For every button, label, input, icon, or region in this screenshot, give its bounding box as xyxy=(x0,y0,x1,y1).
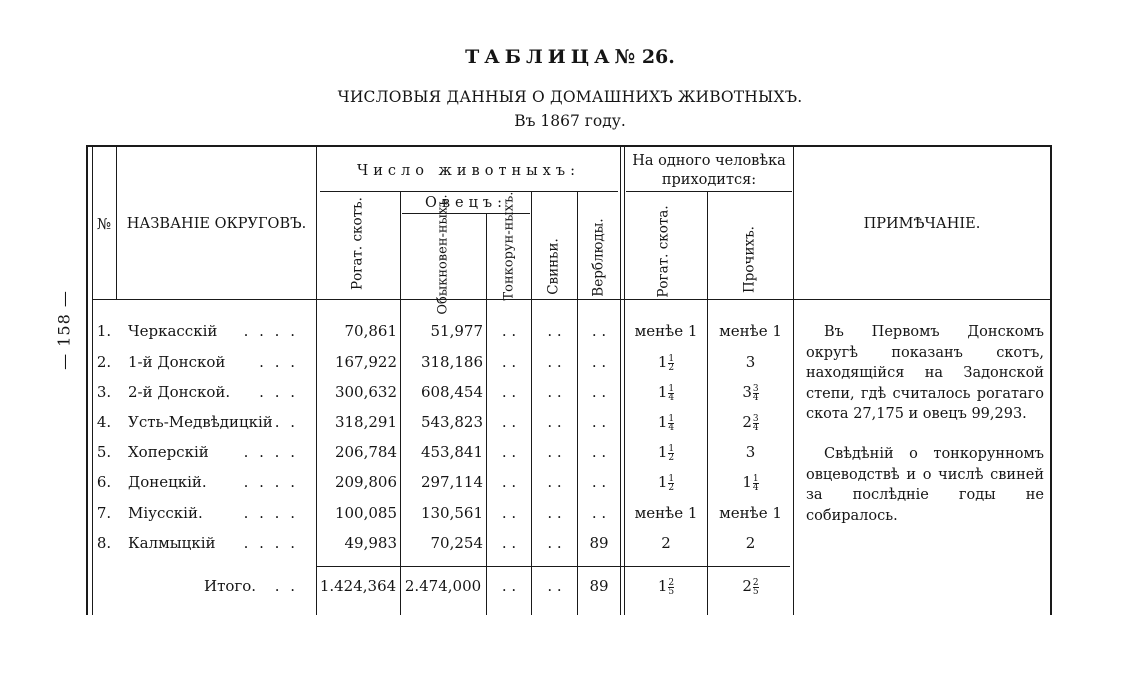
row-district-name xyxy=(128,322,314,340)
row-pigs: . . xyxy=(547,534,562,552)
row-camels: . . xyxy=(591,443,607,461)
row-ordinary-sheep: 130,561 xyxy=(420,504,483,522)
total-pigs: . . xyxy=(547,577,562,595)
row-pigs: . . xyxy=(547,504,562,522)
row-pp-cattle-denominator: 2 xyxy=(668,362,675,373)
row-pp-other: менѣе 1 xyxy=(719,504,782,522)
row-district-label: Усть-Медвѣдицкій xyxy=(128,413,273,431)
row-cattle: 100,085 xyxy=(334,504,397,522)
row-pp-other-whole: 3 xyxy=(745,353,756,371)
row-pp-cattle-fraction xyxy=(668,355,674,372)
row-ordinary-sheep: 51,977 xyxy=(430,322,483,340)
row-cattle: 167,922 xyxy=(334,353,397,371)
row-pp-cattle-fraction xyxy=(668,385,674,402)
row-camels: . . xyxy=(591,322,607,340)
table-title xyxy=(0,46,1140,68)
row-pp-cattle xyxy=(625,443,707,462)
row-pp-cattle: менѣе 1 xyxy=(634,322,698,340)
row-camels: . . xyxy=(591,504,607,522)
row-fine-sheep: . . xyxy=(501,383,517,401)
total-pp-cattle-denominator: 5 xyxy=(668,586,675,597)
row-pp-cattle-fraction xyxy=(668,445,674,462)
row-pp-other-whole: 1 xyxy=(742,473,752,491)
row-district-name xyxy=(128,413,314,431)
row-pigs: . . xyxy=(547,473,562,491)
total-camels: 89 xyxy=(589,577,609,595)
page-number xyxy=(44,285,84,375)
row-pigs: . . xyxy=(547,443,562,461)
header-no: № xyxy=(96,215,112,233)
row-fine-sheep: . . xyxy=(501,473,517,491)
header-sheep-group: Овецъ: xyxy=(424,195,508,211)
row-pp-other xyxy=(708,473,793,492)
row-pp-other xyxy=(708,443,793,461)
row-district-label: Калмыцкій xyxy=(128,534,216,552)
row-number: 5. xyxy=(96,443,112,461)
table-title-number: № 26. xyxy=(614,46,675,68)
row-pp-cattle xyxy=(625,383,707,402)
row-pp-cattle-numerator: 1 xyxy=(668,353,675,364)
total-pp-cattle-whole: 1 xyxy=(657,577,668,595)
row-pp-other xyxy=(708,534,793,552)
header-cattle: Рогат. скотъ. xyxy=(349,197,366,290)
row-pigs: . . xyxy=(547,383,562,401)
row-district-name xyxy=(128,353,314,371)
col-sep-camels-a xyxy=(620,147,621,615)
row-leader-dots: . . . . xyxy=(243,504,298,522)
row-ordinary-sheep: 70,254 xyxy=(430,534,483,552)
row-pp-other-fraction xyxy=(753,385,759,402)
row-pp-other xyxy=(708,353,793,371)
row-pp-cattle-numerator: 1 xyxy=(668,383,675,394)
row-pp-cattle-whole: 1 xyxy=(657,383,668,401)
row-pigs: . . xyxy=(547,413,562,431)
row-cattle: 318,291 xyxy=(334,413,397,431)
page-number-text: — 158 — xyxy=(54,290,74,370)
row-pp-cattle-fraction xyxy=(668,475,674,492)
row-fine-sheep: . . xyxy=(501,353,517,371)
row-ordinary-sheep: 453,841 xyxy=(420,443,483,461)
row-number: 1. xyxy=(96,322,112,340)
total-pp-cattle-numerator: 2 xyxy=(668,577,675,588)
top-rule xyxy=(86,145,1052,147)
row-leader-dots: . . . . xyxy=(243,534,298,552)
total-label-text: Итого. xyxy=(204,577,257,595)
total-label xyxy=(170,577,314,595)
row-pp-other-whole: 2 xyxy=(745,534,756,552)
row-pp-cattle xyxy=(625,473,707,492)
note-paragraph-1: Въ Первомъ Донскомъ округѣ показанъ скотъ, находящійся на Задонской степи, гдѣ считалось рогатаго скота 27,175 и овецъ 99,293. xyxy=(806,324,1044,422)
row-pp-cattle-whole: 1 xyxy=(657,353,668,371)
header-perperson-text: На одного человѣка приходится: xyxy=(632,153,786,188)
row-pp-other-fraction xyxy=(753,415,759,432)
row-pp-cattle xyxy=(625,353,707,372)
right-rule xyxy=(1050,147,1052,615)
row-cattle: 209,806 xyxy=(334,473,397,491)
row-pp-other xyxy=(708,413,793,432)
row-camels: . . xyxy=(591,473,607,491)
row-pp-other-numerator: 3 xyxy=(752,413,759,424)
header-note: ПРИМѢЧАНІЕ. xyxy=(863,216,981,232)
header-divider xyxy=(92,299,1050,300)
row-district-label: 1-й Донской xyxy=(128,353,226,371)
row-pp-other-numerator: 1 xyxy=(752,473,759,484)
row-pp-other-denominator: 4 xyxy=(752,392,759,403)
row-pp-cattle xyxy=(625,534,707,552)
row-district-name xyxy=(128,383,314,401)
header-camels: Верблюды. xyxy=(590,218,607,297)
row-cattle: 206,784 xyxy=(334,443,397,461)
row-pp-other-fraction xyxy=(753,475,759,492)
row-pp-other-whole: 2 xyxy=(742,413,752,431)
row-leader-dots: . . . . xyxy=(243,473,298,491)
row-pp-cattle-fraction xyxy=(668,415,674,432)
row-pigs: . . xyxy=(547,322,562,340)
row-leader-dots: . . . xyxy=(259,353,298,371)
row-fine-sheep: . . xyxy=(501,322,517,340)
row-number: 7. xyxy=(96,504,112,522)
row-district-label: Донецкій. xyxy=(128,473,207,491)
row-cattle: 300,632 xyxy=(334,383,397,401)
row-district-name xyxy=(128,443,314,461)
header-fine: Тонкорун-ныхъ. xyxy=(501,191,517,301)
row-number: 8. xyxy=(96,534,112,552)
row-ordinary-sheep: 297,114 xyxy=(420,473,483,491)
row-pp-cattle-denominator: 2 xyxy=(668,452,675,463)
header-perperson-group xyxy=(625,152,793,190)
table-subtitle: ЧИСЛОВЫЯ ДАННЫЯ О ДОМАШНИХЪ ЖИВОТНЫХЪ. xyxy=(337,88,803,106)
total-divider xyxy=(316,566,790,567)
row-camels: . . xyxy=(591,413,607,431)
row-leader-dots: . . xyxy=(274,413,298,431)
header-pigs: Свиньи. xyxy=(545,238,562,295)
row-ordinary-sheep: 318,186 xyxy=(420,353,483,371)
total-cattle: 1.424,364 xyxy=(319,577,397,595)
row-camels: . . xyxy=(591,353,607,371)
row-district-label: Хоперскій xyxy=(128,443,209,461)
note-paragraph-2: Свѣдѣній о тонкорунномъ овцеводствѣ и о числѣ свиней за послѣдніе годы не собиралось. xyxy=(806,446,1044,524)
row-pp-cattle-denominator: 4 xyxy=(668,422,675,433)
row-camels: . . xyxy=(591,383,607,401)
row-pp-cattle xyxy=(625,413,707,432)
row-pp-other-whole: 3 xyxy=(745,443,756,461)
row-pp-cattle-denominator: 2 xyxy=(668,482,675,493)
row-number: 2. xyxy=(96,353,112,371)
total-pp-other-denominator: 5 xyxy=(752,586,759,597)
row-pp-other xyxy=(708,383,793,402)
row-fine-sheep: . . xyxy=(501,413,517,431)
row-pp-cattle-numerator: 1 xyxy=(668,443,675,454)
row-leader-dots: . . . . xyxy=(243,443,298,461)
row-district-name xyxy=(128,504,314,522)
row-fine-sheep: . . xyxy=(501,534,517,552)
row-pigs: . . xyxy=(547,353,562,371)
total-pp-other-whole: 2 xyxy=(742,577,752,595)
header-district: НАЗВАНІЕ ОКРУГОВЪ. xyxy=(126,216,307,232)
row-leader-dots: . . . xyxy=(259,383,298,401)
header-animals-group: Число животныхъ: xyxy=(357,163,580,179)
row-number: 3. xyxy=(96,383,112,401)
row-pp-other-denominator: 4 xyxy=(752,422,759,433)
row-pp-other-whole: 3 xyxy=(742,383,752,401)
total-ordinary-sheep: 2.474,000 xyxy=(404,577,482,595)
row-ordinary-sheep: 608,454 xyxy=(420,383,483,401)
row-district-label: 2-й Донской. xyxy=(128,383,231,401)
row-cattle: 70,861 xyxy=(344,322,397,340)
row-fine-sheep: . . xyxy=(501,504,517,522)
total-fine-sheep: . . xyxy=(501,577,517,595)
total-leader-dots: . . xyxy=(274,577,298,595)
row-pp-cattle-whole: 1 xyxy=(657,443,668,461)
row-ordinary-sheep: 543,823 xyxy=(420,413,483,431)
row-fine-sheep: . . xyxy=(501,443,517,461)
row-pp-cattle-denominator: 4 xyxy=(668,392,675,403)
row-pp-cattle-numerator: 1 xyxy=(668,473,675,484)
total-pp-other-numerator: 2 xyxy=(752,577,759,588)
row-camels: 89 xyxy=(589,534,609,552)
header-ordinary: Обыкновен-ныхъ. xyxy=(435,194,451,315)
row-district-label: Черкасскій xyxy=(128,322,218,340)
row-pp-other-denominator: 4 xyxy=(752,482,759,493)
total-pp-cattle xyxy=(625,577,707,596)
perperson-group-rule xyxy=(626,191,792,192)
row-district-label: Міусскій. xyxy=(128,504,203,522)
total-pp-other-fraction xyxy=(753,579,759,596)
table-year: Въ 1867 году. xyxy=(514,112,626,130)
row-pp-cattle-whole: 2 xyxy=(661,534,671,552)
row-pp-cattle-numerator: 1 xyxy=(668,413,675,424)
total-pp-cattle-fraction xyxy=(668,579,674,596)
row-pp-cattle-whole: 1 xyxy=(657,473,668,491)
row-pp-cattle: менѣе 1 xyxy=(634,504,698,522)
table-title-label: ТАБЛИЦА xyxy=(465,46,615,68)
row-number: 6. xyxy=(96,473,112,491)
row-district-name xyxy=(128,534,314,552)
row-number: 4. xyxy=(96,413,112,431)
row-pp-other-numerator: 3 xyxy=(752,383,759,394)
row-cattle: 49,983 xyxy=(344,534,397,552)
row-district-name xyxy=(128,473,314,491)
row-pp-other: менѣе 1 xyxy=(719,322,782,340)
header-pp-cattle: Рогат. скота. xyxy=(655,205,672,298)
row-pp-cattle-whole: 1 xyxy=(657,413,668,431)
header-pp-other: Прочихъ. xyxy=(741,226,758,293)
left-rule-outer xyxy=(86,145,88,615)
total-pp-other xyxy=(708,577,793,596)
row-leader-dots: . . . . xyxy=(243,322,298,340)
